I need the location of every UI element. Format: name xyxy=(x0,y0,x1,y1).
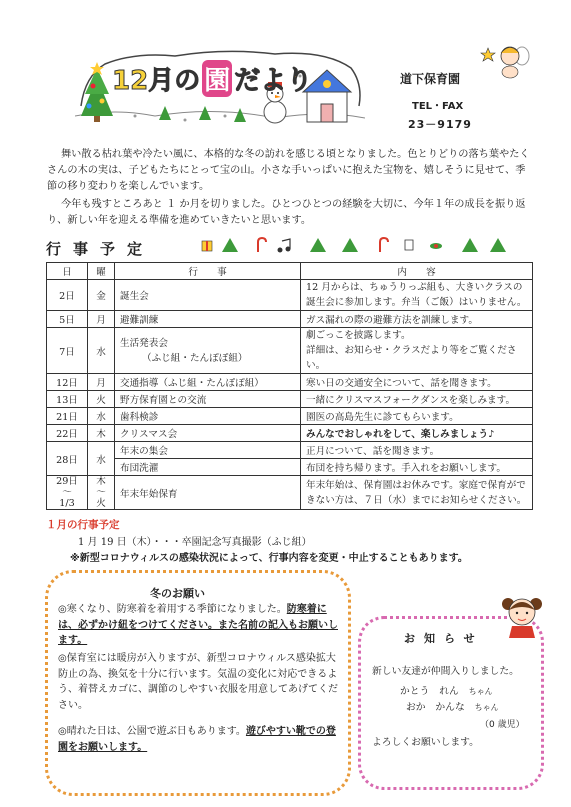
request-item xyxy=(58,602,340,649)
title-part: よ xyxy=(260,66,287,96)
candy-cane-icon xyxy=(258,238,266,252)
new-child-name xyxy=(406,699,499,713)
content-cell: 園医の高島先生に診てもらいます。 xyxy=(301,408,533,425)
dow-cell: 火 xyxy=(88,391,115,408)
table-row xyxy=(47,328,533,374)
event-cell: クリスマス会 xyxy=(115,425,301,442)
date-cell: 2日 xyxy=(47,280,88,311)
content-cell: 正月について、話を聞きます。 xyxy=(301,442,533,459)
child-suffix: ちゃん xyxy=(468,687,493,696)
child-given-name: れん xyxy=(439,686,459,697)
january-schedule-title: １月の行事予定 xyxy=(46,519,120,531)
event-cell: 誕生会 xyxy=(115,280,301,311)
tree-icon xyxy=(342,238,358,252)
column-header: 日 xyxy=(47,263,88,280)
event-cell: 年末年始保育 xyxy=(115,476,301,510)
request-item xyxy=(58,724,340,755)
date-cell: 5日 xyxy=(47,311,88,328)
content-line: 劇ごっこを披露します。 xyxy=(306,330,411,341)
date-cell xyxy=(47,476,88,510)
request-text: ◎晴れた日は、公園で遊ぶ日もあります。 xyxy=(58,726,246,737)
column-header: 行 事 xyxy=(115,263,301,280)
schedule-table xyxy=(46,262,533,510)
dow-cell: 水 xyxy=(88,328,115,374)
table-row xyxy=(47,391,533,408)
date-cell: 12日 xyxy=(47,374,88,391)
gift-icon xyxy=(202,241,212,251)
covid-notice: ※新型コロナウィルスの感染状況によって、行事内容を変更・中止することもあります。 xyxy=(70,553,468,564)
nursery-name: 道下保育園 xyxy=(400,72,461,86)
content-cell: 寒い日の交通安全について、話を聞きます。 xyxy=(301,374,533,391)
event-cell: 布団洗濯 xyxy=(115,459,301,476)
content-cell xyxy=(301,328,533,374)
winter-requests-title: 冬のお願い xyxy=(150,587,205,600)
date-line: ～ xyxy=(62,487,72,498)
dow-cell: 水 xyxy=(88,408,115,425)
content-line: 詳細は、お知らせ・クラスだより等をご覧ください。 xyxy=(306,345,517,371)
table-row xyxy=(47,374,533,391)
tel-label: TEL・FAX xyxy=(412,101,464,112)
content-cell: 12 月からは、ちゅうりっぷ組も、大きいクラスの誕生会に参加します。弁当（ご飯）はいりません。 xyxy=(301,280,533,311)
table-header-row xyxy=(47,263,533,280)
content-cell: みんなでおしゃれをして、楽しみましょう♪ xyxy=(301,425,533,442)
request-emphasis: 遊びやすい靴での登園をお願いします。 xyxy=(58,726,336,753)
date-cell: 21日 xyxy=(47,408,88,425)
content-cell: 一緒にクリスマスフォークダンスを楽しみます。 xyxy=(301,391,533,408)
request-text: ◎保育室には暖房が入りますが、新型コロナウィルス感染拡大防止の為、換気を十分に行います。気温の変化に対応できるよう、着替えカゴに、調節のしやすい衣服を用意してあげてください。 xyxy=(58,653,338,711)
event-line: 生活発表会 xyxy=(120,337,168,349)
table-row xyxy=(47,408,533,425)
event-cell: 年末の集会 xyxy=(115,442,301,459)
dow-line: ～ xyxy=(96,487,106,498)
newsletter-title xyxy=(112,60,312,97)
january-schedule-item: 1 月 19 日（木）・・・卒園記念写真撮影（ふじ組） xyxy=(78,537,312,548)
date-cell: 28日 xyxy=(47,442,88,476)
dow-cell: 月 xyxy=(88,374,115,391)
title-part: だ xyxy=(234,66,261,96)
tree-icon xyxy=(490,238,506,252)
column-header: 曜 xyxy=(88,263,115,280)
event-cell: 避難訓練 xyxy=(115,311,301,328)
request-item xyxy=(58,651,340,713)
table-row xyxy=(47,476,533,510)
dow-cell xyxy=(88,476,115,510)
dow-cell: 金 xyxy=(88,280,115,311)
holiday-decoration-strip xyxy=(200,236,510,254)
dow-cell: 月 xyxy=(88,311,115,328)
date-cell: 22日 xyxy=(47,425,88,442)
table-row xyxy=(47,311,533,328)
intro-paragraph: 舞い散る枯れ葉や冷たい風に、本格的な冬の訪れを感じる頃となりました。色とりどりの落ち葉やたくさんの木の実は、子どもたちにとって宝の山。小さな手いっぱいに抱えた宝物を、嬉しそうに見せて、季節の移り変わりを楽しんでいます。 xyxy=(47,149,530,192)
title-part: 月 xyxy=(148,66,175,96)
content-cell: ガス漏れの際の避難方法を訓練します。 xyxy=(301,311,533,328)
table-row xyxy=(47,280,533,311)
request-text: ◎寒くなり、防寒着を着用する季節になりました。 xyxy=(58,604,287,615)
holly-icon xyxy=(430,243,442,249)
date-cell: 13日 xyxy=(47,391,88,408)
date-cell: 7日 xyxy=(47,328,88,374)
title-part-en: 園 xyxy=(202,60,232,97)
tree-icon xyxy=(310,238,326,252)
event-cell: 歯科検診 xyxy=(115,408,301,425)
girl-icon xyxy=(500,592,544,642)
column-header: 内 容 xyxy=(301,263,533,280)
title-part: り xyxy=(286,66,313,96)
event-cell xyxy=(115,328,301,374)
child-age: （0 歳児） xyxy=(480,720,525,730)
tree-icon xyxy=(462,238,478,252)
event-cell: 交通指導（ふじ組・たんぽぽ組） xyxy=(115,374,301,391)
dow-line: 木 xyxy=(96,476,106,487)
child-suffix: ちゃん xyxy=(474,703,499,712)
dow-cell: 木 xyxy=(88,425,115,442)
table-row xyxy=(47,459,533,476)
event-cell: 野方保育園との交流 xyxy=(115,391,301,408)
child-surname: かとう xyxy=(400,686,430,697)
dow-cell: 水 xyxy=(88,442,115,476)
tel-number: 23－9179 xyxy=(408,118,472,131)
angel-icon xyxy=(480,40,530,84)
date-line: 29日 xyxy=(56,476,78,487)
table-row xyxy=(47,442,533,459)
child-surname: おか xyxy=(406,702,426,713)
tree-icon xyxy=(222,238,238,252)
title-part: 12 xyxy=(112,66,149,96)
new-child-name xyxy=(400,683,493,697)
content-cell: 年末年始は、保育園はお休みです。家庭で保育ができない方は、７日（水）までにお知らせください。 xyxy=(301,476,533,510)
announcement-intro: 新しい友達が仲間入りしました。 xyxy=(372,666,519,677)
title-part: の xyxy=(174,66,201,96)
child-given-name: かんな xyxy=(435,702,465,713)
stocking-icon xyxy=(405,240,413,250)
event-line: （ふじ組・たんぽぽ組） xyxy=(142,352,248,364)
schedule-title: 行事予定 xyxy=(46,240,155,258)
christmas-tree-icon xyxy=(81,62,113,122)
announcement-title: お知らせ xyxy=(404,632,484,645)
content-cell: 布団を持ち帰ります。手入れをお願いします。 xyxy=(301,459,533,476)
date-line: 1/3 xyxy=(59,498,75,509)
table-row xyxy=(47,425,533,442)
announcement-closing: よろしくお願いします。 xyxy=(372,737,479,748)
dow-line: 火 xyxy=(96,498,106,509)
request-emphasis: 防寒着には、必ずかけ紐をつけてください。また名前の記入もお願いします。 xyxy=(58,604,338,646)
candy-cane-icon xyxy=(380,238,388,252)
intro-paragraph: 今年も残すところあと １ か月を切りました。ひとつひとつの経験を大切に、今年１年の成長を振り返り、新しい年を迎える準備を進めていきたいと思います。 xyxy=(47,199,526,226)
